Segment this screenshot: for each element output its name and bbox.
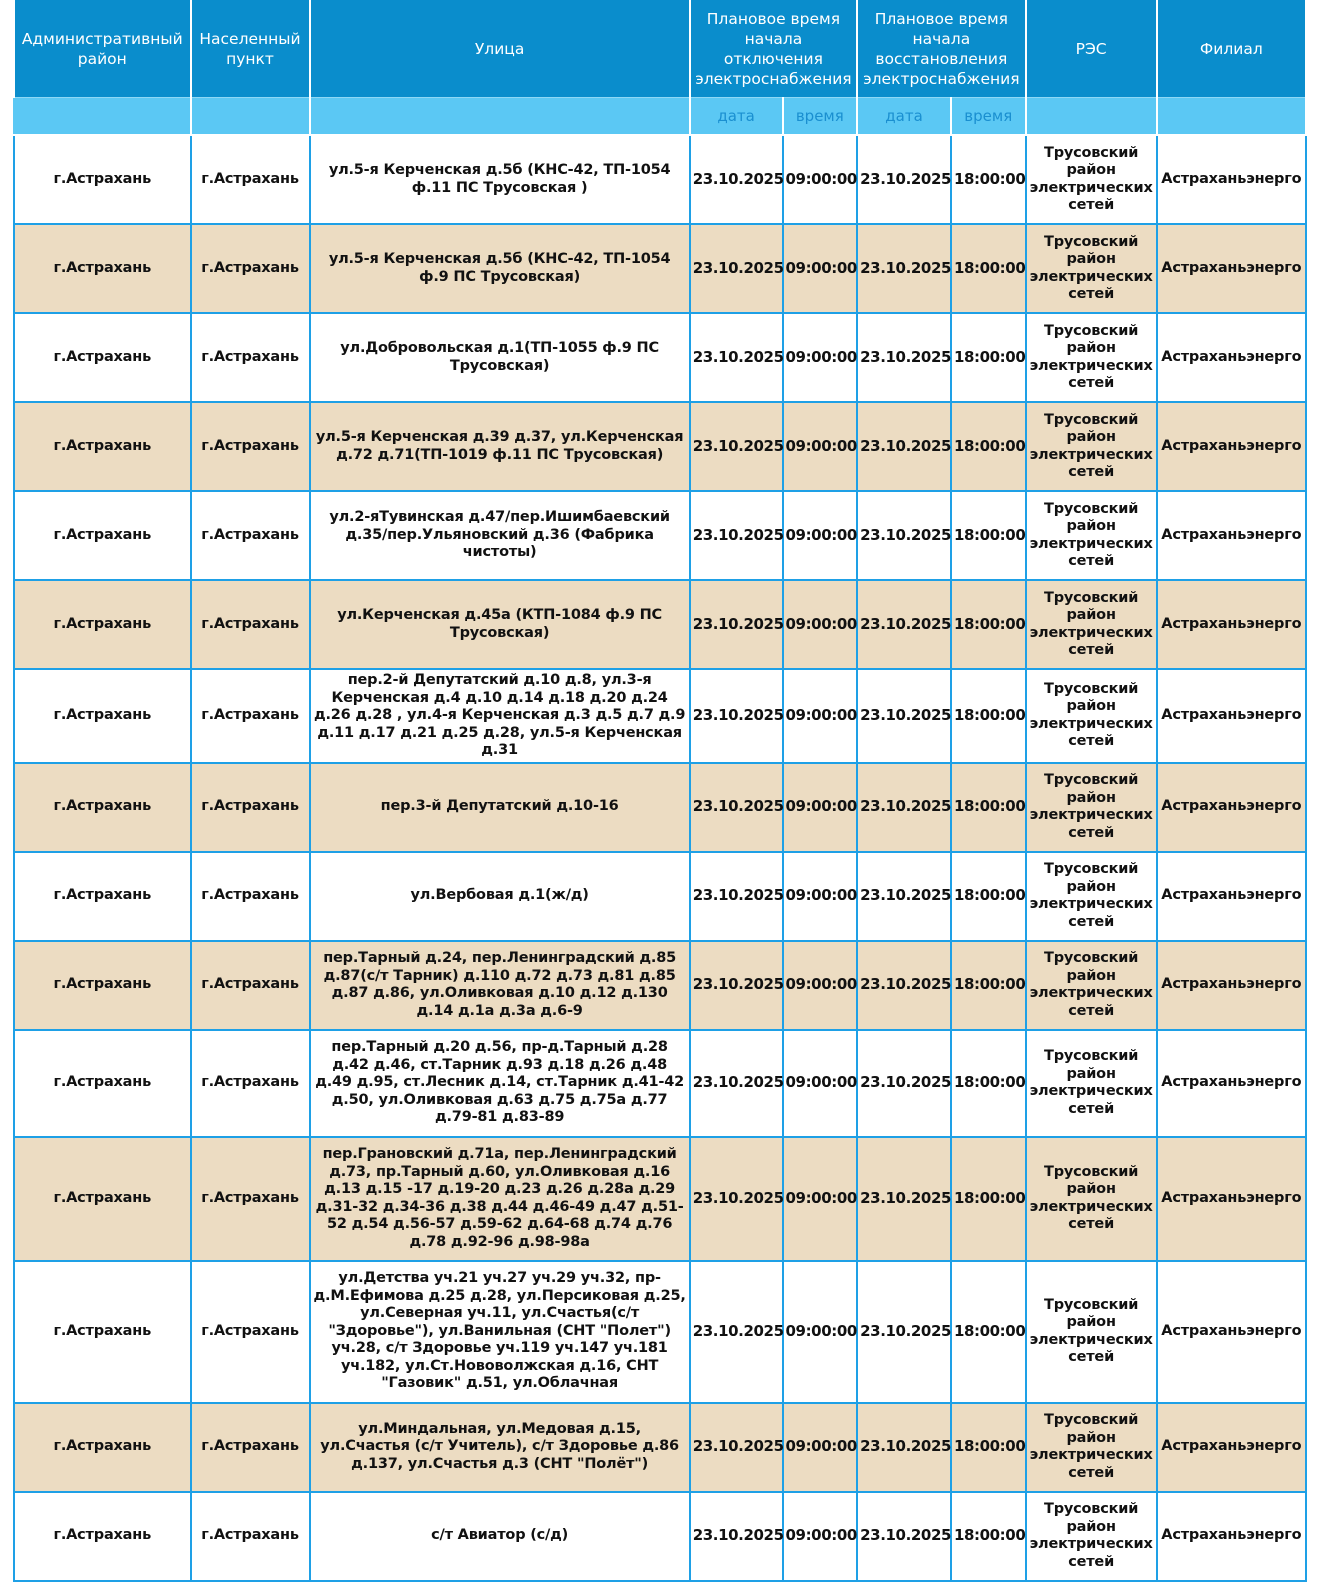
off-date-cell: 23.10.2025	[690, 135, 783, 224]
subheader-empty	[1157, 98, 1306, 136]
off-date-cell: 23.10.2025	[690, 763, 783, 852]
settlement-cell: г.Астрахань	[191, 402, 310, 491]
settlement-cell: г.Астрахань	[191, 313, 310, 402]
table-row	[14, 669, 1306, 763]
street-cell: с/т Авиатор (с/д)	[310, 1492, 690, 1581]
off-time-cell: 09:00:00	[783, 1137, 858, 1261]
street-cell: пер.Грановский д.71а, пер.Ленинградский д.73, пр.Тарный д.60, ул.Оливковая д.16 д.13 д.15 -17 д.19-20 д.23 д.26 д.28а д.29 д.31-32 д.34-36 д.38 д.44 д.46-49 д.47 д.51-52 д.54 д.56-57 д.59-62 д.64-68 д.74 д.76 д.78 д.92-96 д.98-98а	[310, 1137, 690, 1261]
settlement-cell: г.Астрахань	[191, 1030, 310, 1137]
off-time-cell: 09:00:00	[783, 763, 858, 852]
branch-cell: Астраханьэнерго	[1157, 1492, 1306, 1581]
district-cell: г.Астрахань	[14, 402, 191, 491]
district-cell: г.Астрахань	[14, 941, 191, 1030]
on-date-cell: 23.10.2025	[857, 224, 951, 313]
subheader-on-date: дата	[857, 98, 951, 136]
off-time-cell: 09:00:00	[783, 941, 858, 1030]
on-time-cell: 18:00:00	[951, 1492, 1026, 1581]
street-cell: ул.2-яТувинская д.47/пер.Ишимбаевский д.35/пер.Ульяновский д.36 (Фабрика чистоты)	[310, 491, 690, 580]
on-time-cell: 18:00:00	[951, 852, 1026, 941]
on-date-cell: 23.10.2025	[857, 941, 951, 1030]
header-admin-district: Административный район	[14, 0, 191, 98]
district-cell: г.Астрахань	[14, 491, 191, 580]
street-cell: пер.2-й Депутатский д.10 д.8, ул.3-я Керченская д.4 д.10 д.14 д.18 д.20 д.24 д.26 д.28 , ул.4-я Керченская д.3 д.5 д.7 д.9 д.11 д.17 д.21 д.25 д.28, ул.5-я Керченская д.31	[310, 669, 690, 763]
on-time-cell: 18:00:00	[951, 313, 1026, 402]
on-time-cell: 18:00:00	[951, 763, 1026, 852]
table-row	[14, 402, 1306, 491]
on-time-cell: 18:00:00	[951, 1030, 1026, 1137]
res-cell: Трусовский район электрических сетей	[1026, 224, 1157, 313]
res-cell: Трусовский район электрических сетей	[1026, 135, 1157, 224]
street-cell: пер.Тарный д.20 д.56, пр-д.Тарный д.28 д.42 д.46, ст.Тарник д.93 д.18 д.26 д.48 д.49 д.95, ст.Лесник д.14, ст.Тарник д.41-42 д.50, ул.Оливковая д.63 д.75 д.75а д.77 д.79-81 д.83-89	[310, 1030, 690, 1137]
on-date-cell: 23.10.2025	[857, 402, 951, 491]
off-time-cell: 09:00:00	[783, 491, 858, 580]
header-row	[14, 0, 1306, 98]
table-row	[14, 1030, 1306, 1137]
off-time-cell: 09:00:00	[783, 1403, 858, 1492]
off-time-cell: 09:00:00	[783, 1261, 858, 1403]
on-date-cell: 23.10.2025	[857, 1261, 951, 1403]
outage-schedule	[13, 0, 1307, 1582]
branch-cell: Астраханьэнерго	[1157, 491, 1306, 580]
street-cell: ул.Керченская д.45а (КТП-1084 ф.9 ПС Трусовская)	[310, 580, 690, 669]
branch-cell: Астраханьэнерго	[1157, 224, 1306, 313]
on-date-cell: 23.10.2025	[857, 1492, 951, 1581]
off-time-cell: 09:00:00	[783, 669, 858, 763]
off-time-cell: 09:00:00	[783, 313, 858, 402]
branch-cell: Астраханьэнерго	[1157, 763, 1306, 852]
subheader-off-time: время	[783, 98, 858, 136]
on-date-cell: 23.10.2025	[857, 491, 951, 580]
on-date-cell: 23.10.2025	[857, 852, 951, 941]
subheader-row	[14, 98, 1306, 136]
off-date-cell: 23.10.2025	[690, 402, 783, 491]
off-date-cell: 23.10.2025	[690, 941, 783, 1030]
on-date-cell: 23.10.2025	[857, 313, 951, 402]
res-cell: Трусовский район электрических сетей	[1026, 1492, 1157, 1581]
on-date-cell: 23.10.2025	[857, 580, 951, 669]
table-row	[14, 941, 1306, 1030]
table-row	[14, 1403, 1306, 1492]
settlement-cell: г.Астрахань	[191, 135, 310, 224]
table-row	[14, 224, 1306, 313]
on-date-cell: 23.10.2025	[857, 135, 951, 224]
on-time-cell: 18:00:00	[951, 135, 1026, 224]
off-date-cell: 23.10.2025	[690, 313, 783, 402]
on-time-cell: 18:00:00	[951, 224, 1026, 313]
on-time-cell: 18:00:00	[951, 402, 1026, 491]
branch-cell: Астраханьэнерго	[1157, 313, 1306, 402]
res-cell: Трусовский район электрических сетей	[1026, 1137, 1157, 1261]
on-time-cell: 18:00:00	[951, 580, 1026, 669]
res-cell: Трусовский район электрических сетей	[1026, 1030, 1157, 1137]
settlement-cell: г.Астрахань	[191, 580, 310, 669]
district-cell: г.Астрахань	[14, 1030, 191, 1137]
district-cell: г.Астрахань	[14, 580, 191, 669]
street-cell: пер.3-й Депутатский д.10-16	[310, 763, 690, 852]
off-date-cell: 23.10.2025	[690, 491, 783, 580]
off-date-cell: 23.10.2025	[690, 1030, 783, 1137]
branch-cell: Астраханьэнерго	[1157, 941, 1306, 1030]
settlement-cell: г.Астрахань	[191, 1403, 310, 1492]
settlement-cell: г.Астрахань	[191, 852, 310, 941]
on-time-cell: 18:00:00	[951, 1261, 1026, 1403]
subheader-empty	[310, 98, 690, 136]
district-cell: г.Астрахань	[14, 1492, 191, 1581]
subheader-empty	[14, 98, 191, 136]
header-branch: Филиал	[1157, 0, 1306, 98]
street-cell: ул.5-я Керченская д.5б (КНС-42, ТП-1054 ф.11 ПС Трусовская )	[310, 135, 690, 224]
table-row	[14, 1137, 1306, 1261]
off-time-cell: 09:00:00	[783, 1492, 858, 1581]
street-cell: ул.Миндальная, ул.Медовая д.15, ул.Счастья (с/т Учитель), с/т Здоровье д.86 д.137, ул.Счастья д.3 (СНТ "Полёт")	[310, 1403, 690, 1492]
off-date-cell: 23.10.2025	[690, 1261, 783, 1403]
off-time-cell: 09:00:00	[783, 135, 858, 224]
table-row	[14, 1261, 1306, 1403]
off-date-cell: 23.10.2025	[690, 1137, 783, 1261]
res-cell: Трусовский район электрических сетей	[1026, 1261, 1157, 1403]
on-date-cell: 23.10.2025	[857, 669, 951, 763]
district-cell: г.Астрахань	[14, 852, 191, 941]
table-row	[14, 763, 1306, 852]
settlement-cell: г.Астрахань	[191, 1492, 310, 1581]
branch-cell: Астраханьэнерго	[1157, 1261, 1306, 1403]
on-date-cell: 23.10.2025	[857, 1137, 951, 1261]
res-cell: Трусовский район электрических сетей	[1026, 402, 1157, 491]
district-cell: г.Астрахань	[14, 224, 191, 313]
settlement-cell: г.Астрахань	[191, 1261, 310, 1403]
table-row	[14, 313, 1306, 402]
street-cell: ул.5-я Керченская д.5б (КНС-42, ТП-1054 ф.9 ПС Трусовская)	[310, 224, 690, 313]
district-cell: г.Астрахань	[14, 135, 191, 224]
off-date-cell: 23.10.2025	[690, 852, 783, 941]
branch-cell: Астраханьэнерго	[1157, 1137, 1306, 1261]
settlement-cell: г.Астрахань	[191, 669, 310, 763]
table-row	[14, 1492, 1306, 1581]
on-date-cell: 23.10.2025	[857, 1030, 951, 1137]
res-cell: Трусовский район электрических сетей	[1026, 941, 1157, 1030]
res-cell: Трусовский район электрических сетей	[1026, 580, 1157, 669]
district-cell: г.Астрахань	[14, 313, 191, 402]
on-time-cell: 18:00:00	[951, 1403, 1026, 1492]
branch-cell: Астраханьэнерго	[1157, 135, 1306, 224]
settlement-cell: г.Астрахань	[191, 1137, 310, 1261]
table-row	[14, 580, 1306, 669]
street-cell: ул.Добровольская д.1(ТП-1055 ф.9 ПС Трусовская)	[310, 313, 690, 402]
res-cell: Трусовский район электрических сетей	[1026, 313, 1157, 402]
header-planned-restore: Плановое время начала восстановления электроснабжения	[857, 0, 1025, 98]
branch-cell: Астраханьэнерго	[1157, 669, 1306, 763]
off-date-cell: 23.10.2025	[690, 669, 783, 763]
res-cell: Трусовский район электрических сетей	[1026, 669, 1157, 763]
settlement-cell: г.Астрахань	[191, 224, 310, 313]
off-time-cell: 09:00:00	[783, 224, 858, 313]
subheader-empty	[1026, 98, 1157, 136]
off-date-cell: 23.10.2025	[690, 580, 783, 669]
table-row	[14, 852, 1306, 941]
res-cell: Трусовский район электрических сетей	[1026, 1403, 1157, 1492]
on-time-cell: 18:00:00	[951, 941, 1026, 1030]
off-time-cell: 09:00:00	[783, 402, 858, 491]
outage-table	[13, 0, 1307, 1582]
on-date-cell: 23.10.2025	[857, 1403, 951, 1492]
subheader-empty	[191, 98, 310, 136]
off-time-cell: 09:00:00	[783, 580, 858, 669]
street-cell: ул.Вербовая д.1(ж/д)	[310, 852, 690, 941]
header-street: Улица	[310, 0, 690, 98]
off-date-cell: 23.10.2025	[690, 1403, 783, 1492]
header-settlement: Населенный пункт	[191, 0, 310, 98]
branch-cell: Астраханьэнерго	[1157, 1403, 1306, 1492]
res-cell: Трусовский район электрических сетей	[1026, 491, 1157, 580]
branch-cell: Астраханьэнерго	[1157, 580, 1306, 669]
district-cell: г.Астрахань	[14, 669, 191, 763]
off-date-cell: 23.10.2025	[690, 1492, 783, 1581]
street-cell: пер.Тарный д.24, пер.Ленинградский д.85 д.87(с/т Тарник) д.110 д.72 д.73 д.81 д.85 д.87 д.86, ул.Оливковая д.10 д.12 д.130 д.14 д.1а д.3а д.6-9	[310, 941, 690, 1030]
header-res: РЭС	[1026, 0, 1157, 98]
street-cell: ул.5-я Керченская д.39 д.37, ул.Керченская д.72 д.71(ТП-1019 ф.11 ПС Трусовская)	[310, 402, 690, 491]
subheader-on-time: время	[951, 98, 1026, 136]
table-row	[14, 491, 1306, 580]
district-cell: г.Астрахань	[14, 1137, 191, 1261]
district-cell: г.Астрахань	[14, 1403, 191, 1492]
district-cell: г.Астрахань	[14, 763, 191, 852]
on-date-cell: 23.10.2025	[857, 763, 951, 852]
on-time-cell: 18:00:00	[951, 491, 1026, 580]
off-time-cell: 09:00:00	[783, 1030, 858, 1137]
on-time-cell: 18:00:00	[951, 1137, 1026, 1261]
branch-cell: Астраханьэнерго	[1157, 852, 1306, 941]
res-cell: Трусовский район электрических сетей	[1026, 763, 1157, 852]
subheader-off-date: дата	[690, 98, 783, 136]
off-time-cell: 09:00:00	[783, 852, 858, 941]
street-cell: ул.Детства уч.21 уч.27 уч.29 уч.32, пр-д.М.Ефимова д.25 д.28, ул.Персиковая д.25, ул.Северная уч.11, ул.Счастья(с/т "Здоровье"), ул.Ванильная (СНТ "Полет") уч.28, с/т Здоровье уч.119 уч.147 уч.181 уч.182, ул.Ст.Нововолжская д.16, СНТ "Газовик" д.51, ул.Облачная	[310, 1261, 690, 1403]
branch-cell: Астраханьэнерго	[1157, 1030, 1306, 1137]
on-time-cell: 18:00:00	[951, 669, 1026, 763]
header-planned-off: Плановое время начала отключения электроснабжения	[690, 0, 857, 98]
table-row	[14, 135, 1306, 224]
branch-cell: Астраханьэнерго	[1157, 402, 1306, 491]
settlement-cell: г.Астрахань	[191, 941, 310, 1030]
settlement-cell: г.Астрахань	[191, 763, 310, 852]
res-cell: Трусовский район электрических сетей	[1026, 852, 1157, 941]
settlement-cell: г.Астрахань	[191, 491, 310, 580]
off-date-cell: 23.10.2025	[690, 224, 783, 313]
district-cell: г.Астрахань	[14, 1261, 191, 1403]
